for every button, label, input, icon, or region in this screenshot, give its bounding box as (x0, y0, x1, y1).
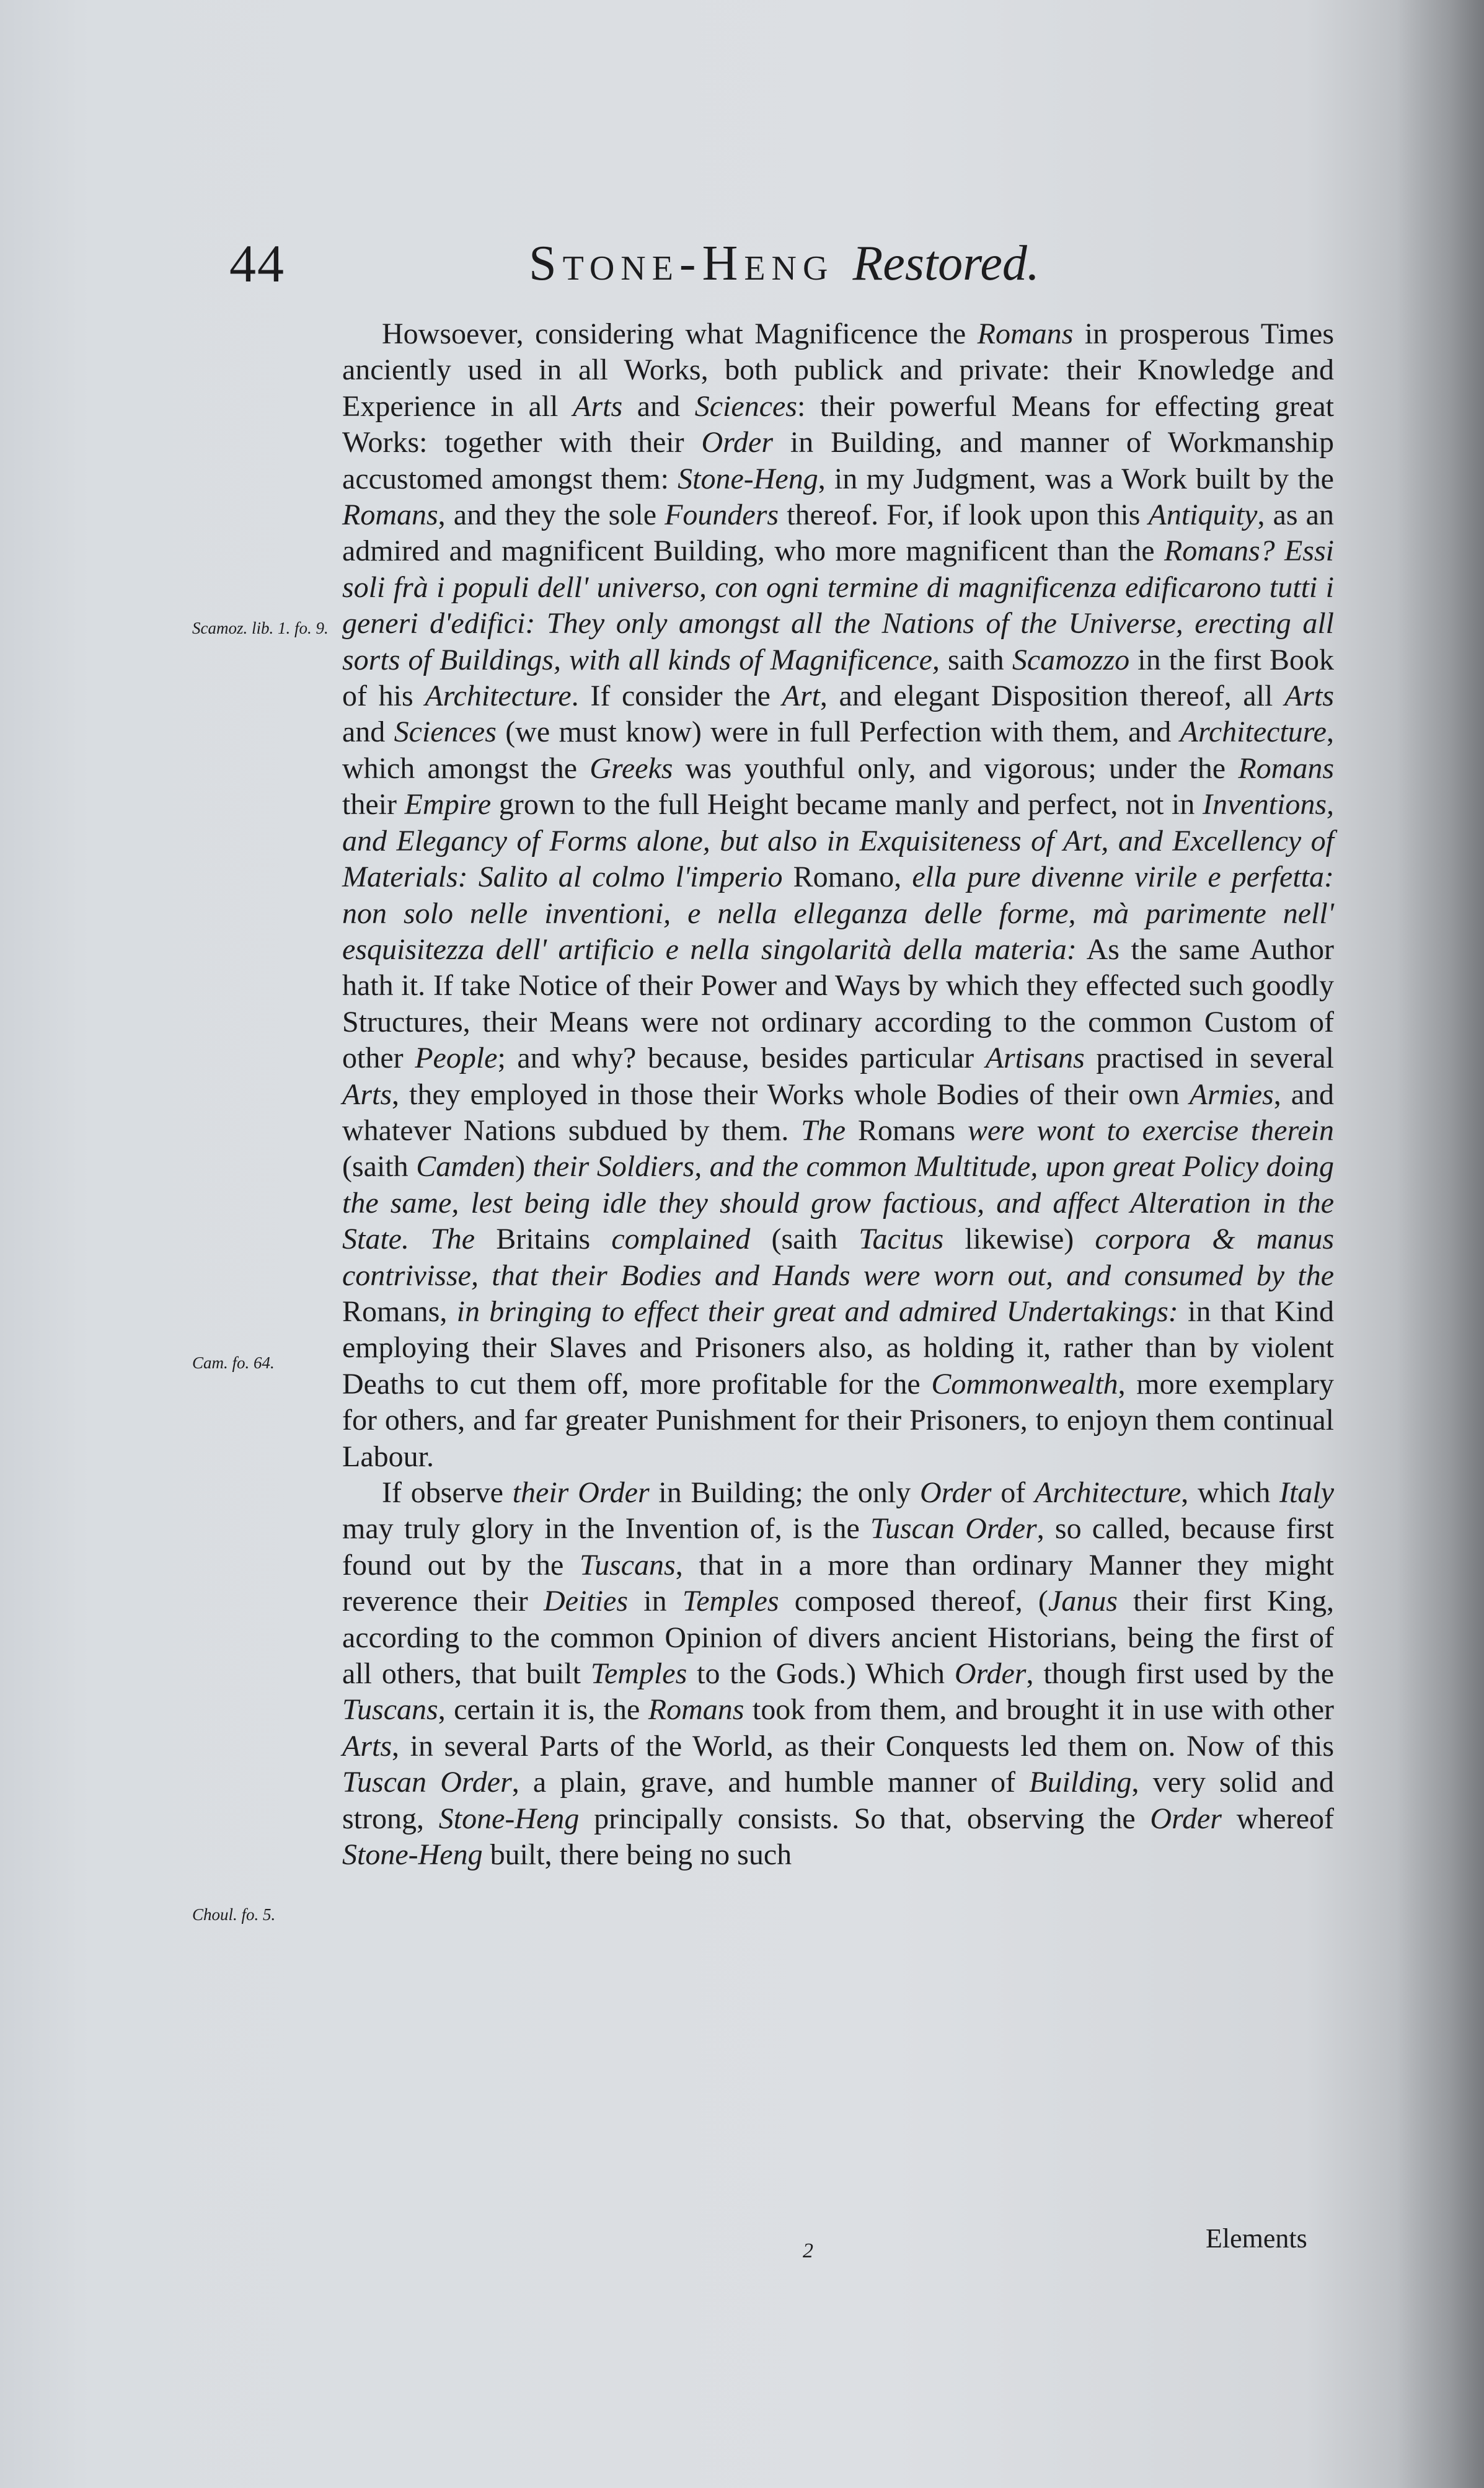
paragraph (342, 1475, 1334, 1873)
body-text (342, 316, 1334, 1873)
italic-text-run: Romans (1238, 751, 1334, 785)
italic-text-run: Temples (590, 1657, 687, 1691)
italic-text-run: Tacitus (859, 1223, 944, 1256)
text-run: , which (1181, 1476, 1280, 1509)
italic-text-run: Inventions, and Elegancy of Forms alone, but also in Exquisiteness of Art, and Excellency of Materials: Salito al colmo l'imperio (342, 788, 1334, 894)
italic-text-run: Commonwealth (931, 1367, 1118, 1401)
text-run: , though first used by the (1026, 1657, 1335, 1691)
italic-text-run: Architecture (1034, 1476, 1181, 1509)
text-run: , and whatever Nations subdued by them. (342, 1078, 1334, 1147)
text-run: their (342, 788, 405, 821)
italic-text-run: Sciences (394, 715, 497, 749)
italic-text-run: Italy (1279, 1476, 1335, 1509)
running-title-italic: Restored. (852, 236, 1040, 291)
italic-text-run: their Soldiers, and the common Multitude, upon great Policy doing the same, lest being idle they should grow factious, and affect Alteration in the State. The (342, 1150, 1334, 1256)
margin-note-scamozzi: Scamoz. lib. 1. fo. 9. (192, 619, 329, 637)
italic-text-run: Art (782, 680, 820, 713)
text-run: , and they the sole (438, 498, 665, 532)
text-run: Howsoever, considering what Magnificence the (382, 317, 978, 350)
italic-text-run: Stone-Heng (438, 1802, 580, 1835)
italic-text-run: were wont to exercise therein (968, 1113, 1335, 1147)
text-run: , they employed in those their Works whole Bodies of their own (392, 1078, 1190, 1111)
italic-text-run: Arts (342, 1078, 392, 1111)
text-run: As the same Author hath it. If take Notice of their Power and Ways by which they effected such goodly Structures, their Means were not ordinary according to the common Custom of other (342, 932, 1334, 1075)
text-run: (saith (342, 1150, 417, 1184)
italic-text-run: Arts (1284, 680, 1334, 713)
italic-text-run: Camden (416, 1150, 516, 1184)
text-run: in Building, and manner of Workmanship accustomed amongst them: (342, 426, 1334, 495)
text-run: in Building; the only (649, 1476, 920, 1509)
text-run: took from them, and brought it in use with other (744, 1693, 1334, 1727)
page-gutter-shadow (1397, 0, 1484, 2488)
text-run: composed thereof, ( (779, 1585, 1048, 1618)
italic-text-run: Greeks (590, 751, 673, 785)
text-run: to the Gods.) Which (687, 1657, 955, 1691)
text-run: If observe (382, 1476, 513, 1509)
italic-text-run: Arts (573, 389, 623, 423)
text-run: ; and why? because, besides particular (497, 1042, 986, 1075)
text-run: , certain it is, the (438, 1693, 648, 1727)
text-run: their first King, according to the common Opinion of divers ancient Historians, being the first of all others, that built (342, 1585, 1335, 1691)
text-run: grown to the full Height became manly and perfect, not in (491, 788, 1203, 821)
text-run: , so called, because first found out by the (342, 1512, 1334, 1582)
italic-text-run: Romans? Essi soli frà i populi dell' universo, con ogni termine di magnificenza edificarono tutti i generi d'edifici: They only amongst all the Nations of the Universe, erecting all sorts of Buildings, with all kinds of Magnificence, (342, 534, 1334, 676)
italic-text-run: Armies (1189, 1078, 1274, 1111)
text-run: saith (939, 643, 1012, 676)
text-run: and (622, 389, 695, 423)
italic-text-run: Romans (977, 317, 1074, 350)
margin-note-choul: Choul. fo. 5. (192, 1905, 276, 1924)
italic-text-run: Romans (648, 1693, 744, 1727)
text-run: , in my Judgment, was a Work built by the (818, 462, 1334, 495)
page-header (229, 229, 1339, 298)
text-run: of (991, 1476, 1035, 1509)
italic-text-run: Tuscans (580, 1548, 676, 1582)
italic-text-run: Artisans (985, 1042, 1085, 1075)
text-run: , as an admired and magnificent Building, who more magnificent than the (342, 498, 1334, 568)
text-run: in prosperous Times anciently used in all Works, both publick and private: their Knowledge and Experience in all (342, 317, 1334, 423)
paragraph (342, 316, 1334, 1475)
text-run: , very solid and strong, (342, 1766, 1334, 1835)
text-run: : their powerful Means for effecting great Works: together with their (342, 389, 1335, 459)
text-run: . If consider the (571, 680, 782, 713)
text-run: Romans, (342, 1295, 457, 1328)
text-run: and (342, 715, 394, 749)
text-run: , more exemplary for others, and far greater Punishment for their Prisoners, to enjoyn them continual Labour. (342, 1367, 1334, 1473)
italic-text-run: Stone-Heng (342, 1838, 483, 1872)
italic-text-run: Order (919, 1476, 992, 1509)
italic-text-run: corpora & manus contrivisse, that their Bodies and Hands were worn out, and consumed by the (342, 1223, 1335, 1292)
italic-text-run: ella pure divenne virile e perfetta: non solo nelle inventioni, e nella elleganza delle forme, mà parimente nell' esquisitezza dell' artificio e nella singolarità della materia: (342, 861, 1335, 966)
catchword: Elements (1206, 2223, 1307, 2254)
text-run: principally consists. So that, observing the (579, 1802, 1151, 1835)
italic-text-run: Sciences (694, 389, 797, 423)
italic-text-run: complained (611, 1223, 751, 1256)
text-run: thereof. For, if look upon this (779, 498, 1149, 532)
text-run: Romans (846, 1113, 968, 1147)
italic-text-run: Romans (342, 498, 438, 532)
italic-text-run: Architecture (425, 680, 572, 713)
text-run: ) (515, 1150, 533, 1184)
text-run: built, there being no such (482, 1838, 792, 1872)
italic-text-run: Tuscan Order (870, 1512, 1037, 1546)
page-number: 44 (229, 234, 285, 293)
text-run: , in several Parts of the World, as their Conquests led them on. Now of this (392, 1729, 1334, 1763)
text-run: in (628, 1585, 682, 1618)
italic-text-run: Order (701, 426, 774, 459)
text-run: in that Kind employing their Slaves and Prisoners also, as holding it, rather than by violent Deaths to cut them off, more profitable for the (342, 1295, 1335, 1401)
margin-note-camden: Cam. fo. 64. (192, 1353, 275, 1372)
running-title (229, 229, 1339, 298)
italic-text-run: Tuscans (342, 1693, 438, 1727)
italic-text-run: Building (1029, 1766, 1132, 1799)
italic-text-run: Stone-Heng (678, 462, 818, 495)
text-run: (saith (750, 1223, 859, 1256)
italic-text-run: Deities (544, 1585, 628, 1618)
text-run: likewise) (943, 1223, 1095, 1256)
text-run: Romano, (782, 861, 912, 894)
text-run: was youthful only, and vigorous; under the (673, 751, 1239, 785)
text-run: in the first Book of his (342, 643, 1335, 713)
italic-text-run: Janus (1048, 1585, 1118, 1618)
text-run: , a plain, grave, and humble manner of (511, 1766, 1030, 1799)
italic-text-run: Architecture (1180, 715, 1327, 749)
italic-text-run: in bringing to effect their great and admired Undertakings: (456, 1295, 1178, 1328)
text-run: may truly glory in the Invention of, is the (342, 1512, 870, 1546)
italic-text-run: Empire (404, 788, 492, 821)
italic-text-run: their Order (512, 1476, 650, 1509)
text-run: (we must know) were in full Perfection with them, and (496, 715, 1180, 749)
italic-text-run: Temples (682, 1585, 779, 1618)
running-title-caps: Stone-Heng (529, 236, 834, 291)
italic-text-run: People (415, 1042, 498, 1075)
signature-mark: 2 (803, 2239, 813, 2262)
italic-text-run: Arts (342, 1729, 392, 1763)
italic-text-run: Order (1150, 1802, 1222, 1835)
text-run: Britains (475, 1223, 612, 1256)
text-run: whereof (1221, 1802, 1334, 1835)
italic-text-run: Tuscan Order (342, 1766, 512, 1799)
text-run: , and elegant Disposition thereof, all (819, 680, 1284, 713)
italic-text-run: The (801, 1113, 846, 1147)
italic-text-run: Order (954, 1657, 1027, 1691)
italic-text-run: Founders (665, 498, 779, 532)
text-run: practised in several (1084, 1042, 1335, 1075)
italic-text-run: Antiquity (1148, 498, 1258, 532)
text-run: , that in a more than ordinary Manner they might reverence their (342, 1548, 1334, 1618)
italic-text-run: Scamozzo (1012, 643, 1130, 676)
text-run: , which amongst the (342, 715, 1334, 785)
